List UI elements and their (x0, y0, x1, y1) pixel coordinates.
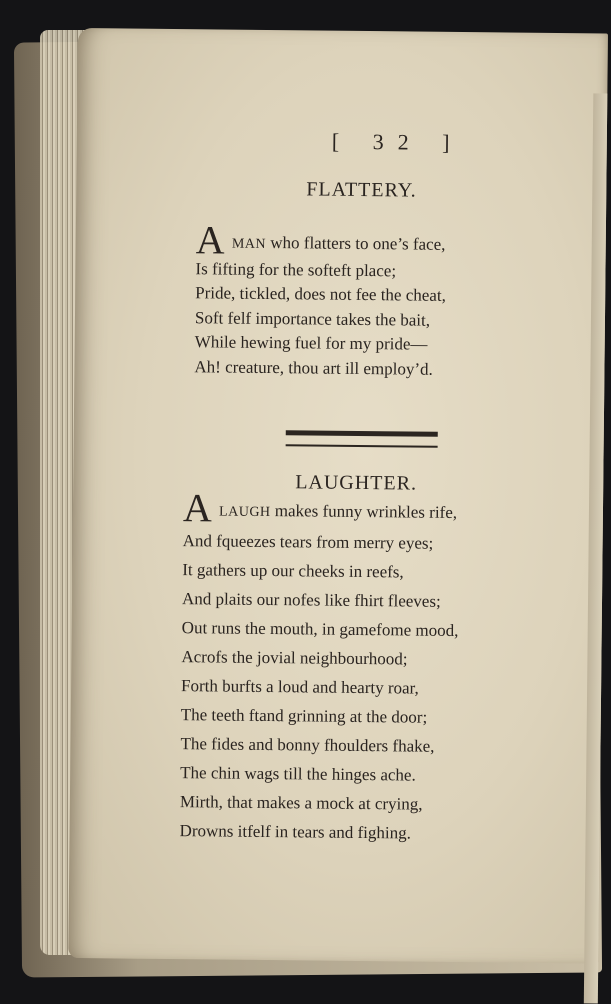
poem-line: While hewing fuel for my pride— (194, 332, 428, 354)
poem-title-laughter: LAUGHTER. (295, 471, 418, 495)
poem-line: Soft felf importance takes the bait, (194, 307, 431, 330)
poem-title-flattery: FLATTERY. (306, 178, 417, 202)
poem-line: Ah! creature, thou art ill employ’d. (194, 356, 433, 379)
poem-laughter (179, 485, 459, 848)
small-caps-word: LAUGH (219, 504, 271, 521)
drop-cap: A (195, 217, 225, 263)
small-caps-word: MAN (231, 236, 267, 252)
poem-line: Pride, tickled, does not fee the cheat, (195, 283, 446, 305)
page-number: [ 32 ] (331, 128, 464, 156)
poem-line: And fqueezes tears from merry eyes; (182, 531, 434, 553)
poem-line (182, 485, 460, 531)
poem-line: Out runs the mouth, in gamefome mood, (181, 618, 459, 641)
poem-line: The fides and bonny fhoulders fhake, (180, 734, 435, 756)
drop-cap: A (182, 485, 213, 531)
poem-line: The teeth ftand grinning at the door; (180, 705, 428, 727)
poem-line (195, 217, 447, 263)
book-page (68, 28, 608, 963)
poem-line: And plaits our nofes like fhirt fleeves; (181, 589, 441, 611)
poem-line: Forth burfts a loud and hearty roar, (181, 676, 419, 698)
poem-line: The chin wags till the hinges ache. (180, 763, 416, 785)
line-text: makes funny wrinkles rife, (274, 501, 458, 522)
poem-flattery (194, 217, 446, 382)
poem-line: It gathers up our cheeks in reefs, (182, 560, 404, 582)
section-divider-rule (286, 430, 438, 448)
page-text (68, 28, 608, 963)
poem-line: Acrofs the jovial neighbourhood; (181, 647, 408, 669)
poem-line: Is fifting for the softeft place; (195, 258, 397, 280)
poem-line: Drowns itfelf in tears and fighing. (179, 821, 412, 843)
line-text: who flatters to one’s face, (270, 233, 446, 254)
poem-line: Mirth, that makes a mock at crying, (179, 792, 423, 814)
